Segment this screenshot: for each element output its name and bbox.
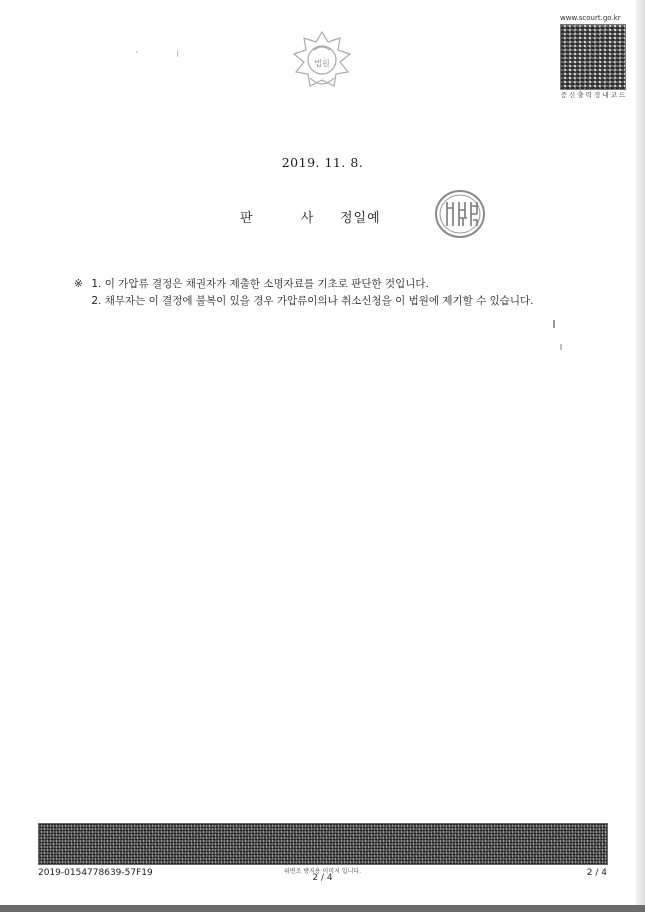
verification-qr-code [560,24,626,90]
anti-forgery-barcode [38,823,608,865]
document-id: 2019-0154778639-57F19 [38,868,153,878]
page-number-center: 2 / 4 [312,873,333,883]
scan-mark [560,344,562,350]
decision-date: 2019. 11. 8. [281,155,364,170]
judge-seal [433,188,487,240]
notice-section [74,276,534,310]
note-text: 2. 채무자는 이 결정에 불복이 있을 경우 가압류이의나 취소신청을 이 법원에 제기할 수 있습니다. [91,295,534,307]
emblem-label: 법원 [314,59,330,68]
judge-name: 정일예 [340,211,381,226]
note-text: 1. 이 가압류 결정은 채권자가 제출한 소명자료를 기초로 판단한 것입니다. [91,278,429,290]
court-emblem [290,28,354,94]
judge-seal-icon [433,188,487,240]
scan-edge-right [636,0,645,912]
note-item-1 [74,276,534,293]
margin-marks: ' ) [136,50,197,58]
scan-edge-bottom [0,905,645,912]
note-marker: ※ [74,278,83,290]
page-number: 2 / 4 [586,868,607,878]
qr-caption: 증 신 출 력 정 내 코 드 [560,91,626,99]
qr-url: www.scourt.go.kr [560,14,621,22]
judge-title: 판 사 [240,211,336,226]
note-item-2 [74,293,534,310]
anti-forgery-notice: 위변조 방지용 이미지 입니다. [283,868,362,875]
scan-mark [553,320,555,328]
